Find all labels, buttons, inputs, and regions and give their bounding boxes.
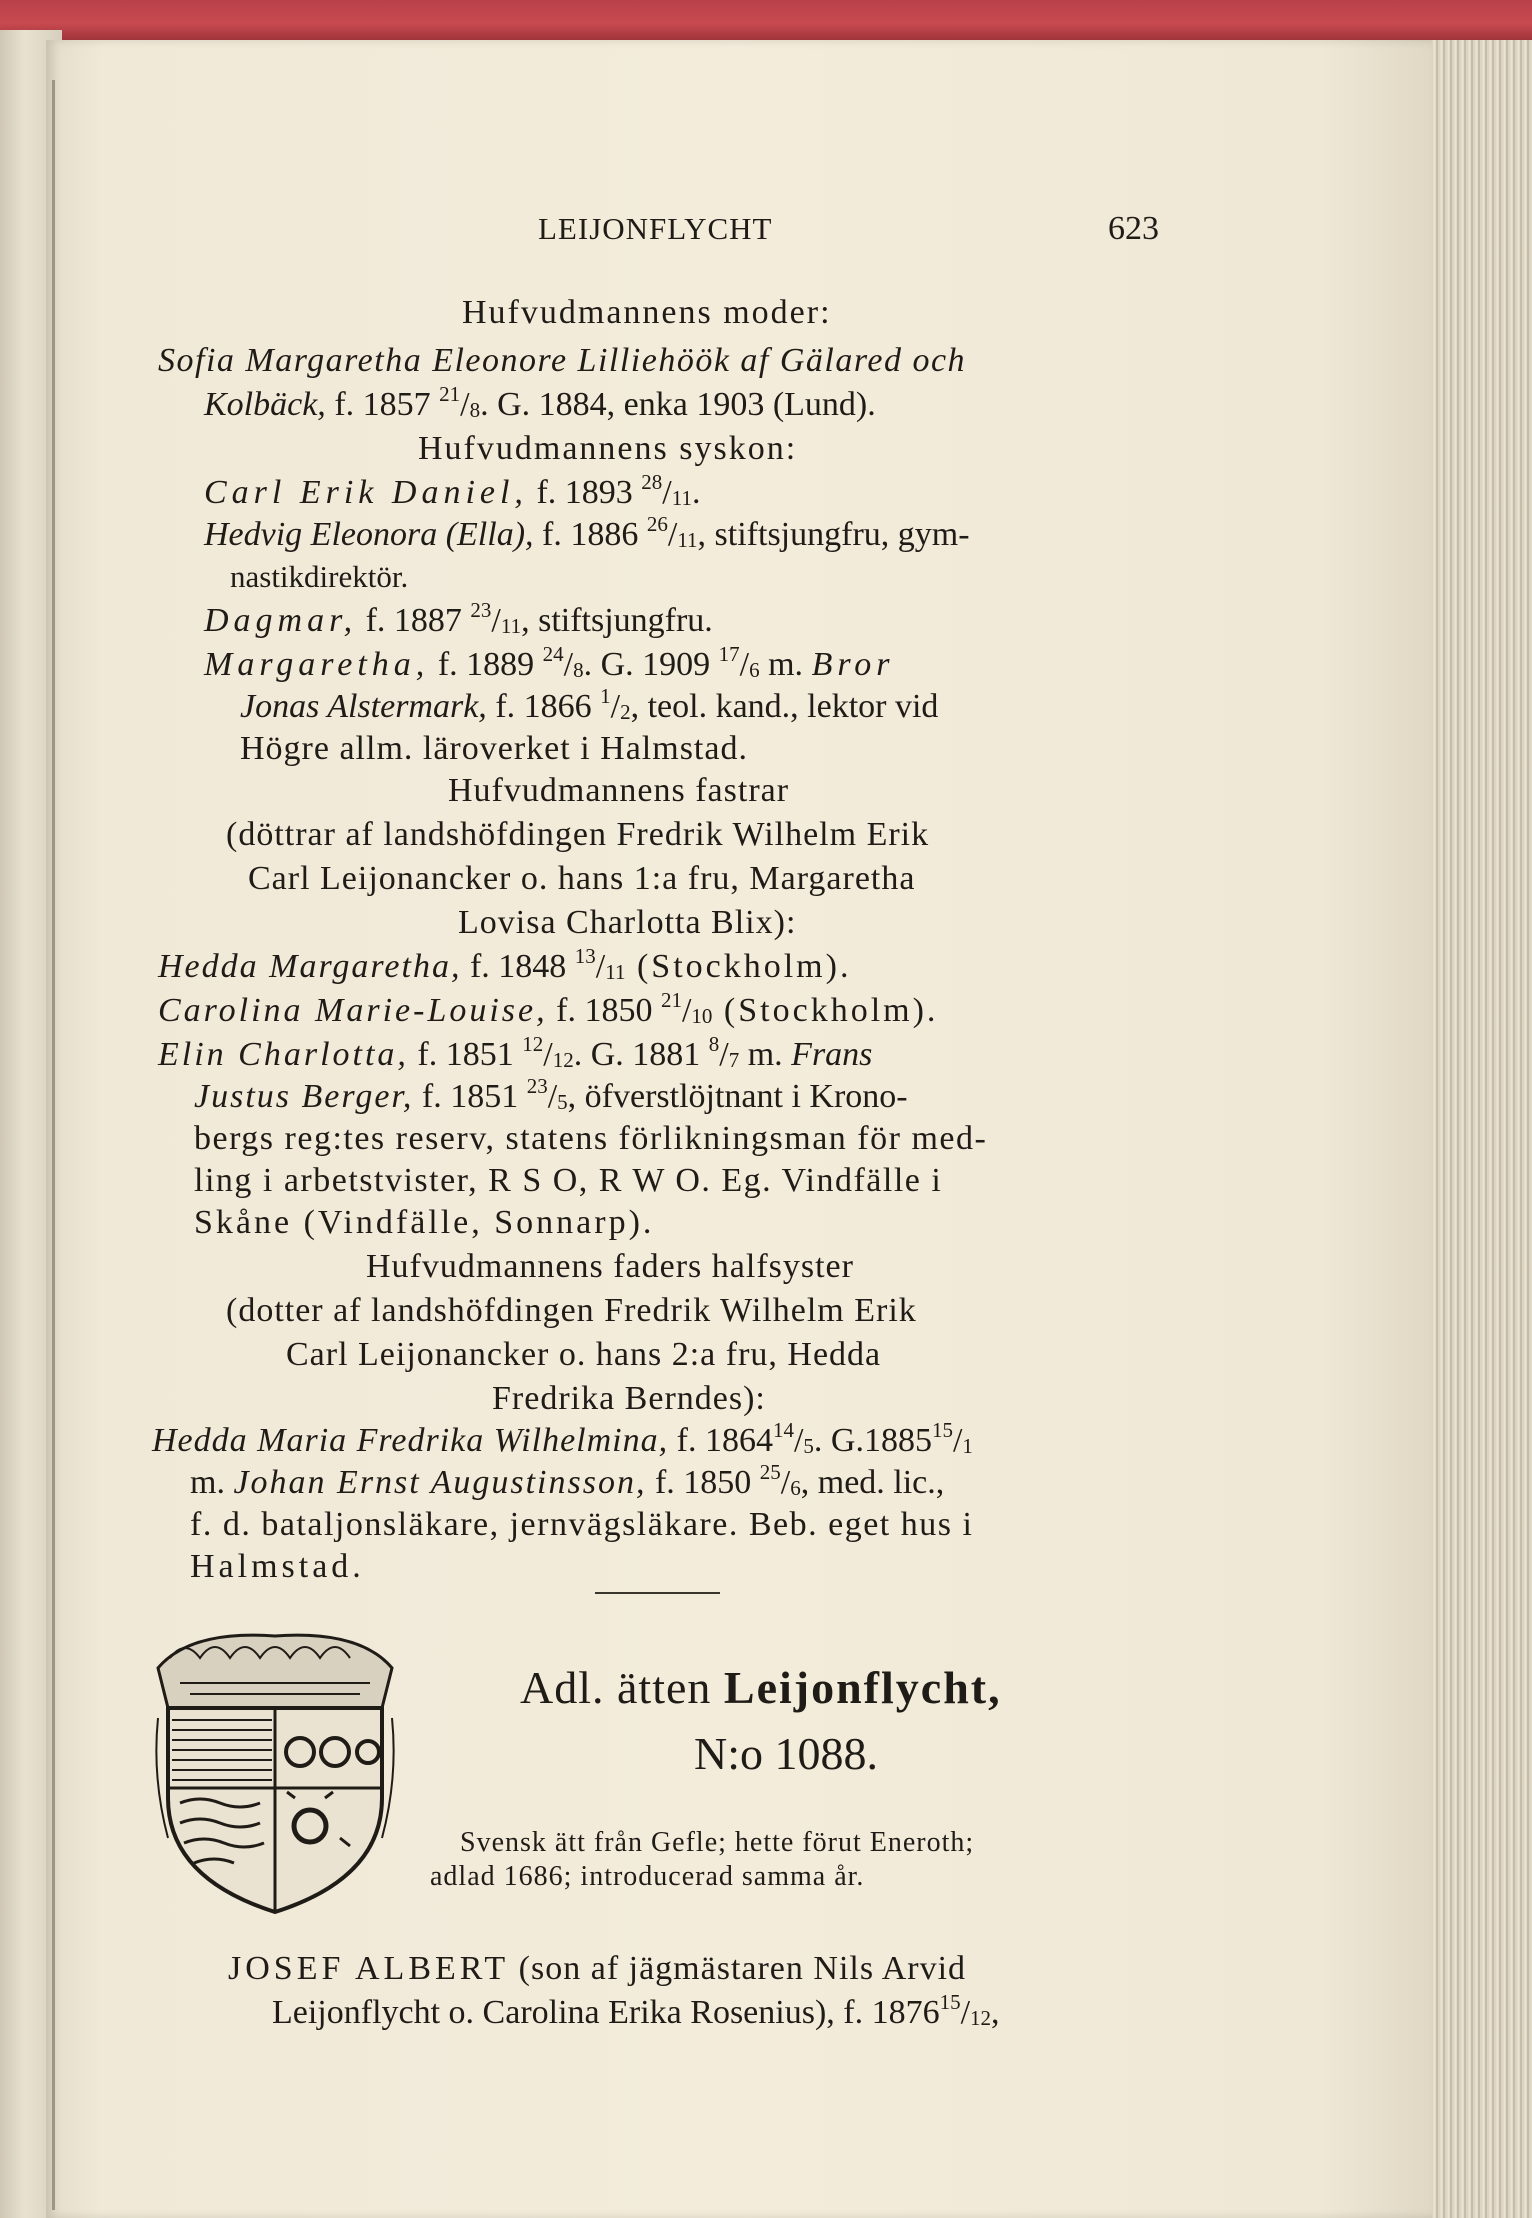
tail: , öfverstlöjtnant i Krono- <box>567 1078 908 1115</box>
date-month: 5 <box>557 1090 568 1114</box>
spouse-name: Bror <box>811 646 895 683</box>
date-month: 2 <box>620 700 631 724</box>
date-month: 6 <box>790 1476 801 1500</box>
mother-born: f. 1857 <box>325 386 440 423</box>
aunt-elin: Elin Charlotta, f. 1851 $^{12}$/12. G. 1881 $^8$/7 m. Frans <box>158 1032 873 1073</box>
born: f. 1866 <box>486 688 601 725</box>
born: f. 1886 <box>533 516 647 553</box>
aunts-heading: Hufvudmannens fastrar <box>448 772 790 809</box>
mother-name-line: Sofia Margaretha Eleonore Lilliehöök af Gälared och <box>158 342 967 379</box>
with: m. <box>739 1036 792 1073</box>
born: f. 1851 <box>408 1036 523 1073</box>
sibling-carl: Carl Erik Daniel, f. 1893 $^{28}$/11. <box>204 470 701 511</box>
sibling-name: Carl Erik Daniel, <box>204 474 528 511</box>
born: f. 1848 <box>461 948 575 985</box>
date-month: 12 <box>970 2006 992 2030</box>
born: f. 1893 <box>527 474 642 511</box>
spouse-name: Frans <box>791 1036 873 1073</box>
born: f. 1864 <box>668 1422 773 1459</box>
halfsister-hedda: Hedda Maria Fredrika Wilhelmina, f. 1864$^{14}$/5. G.1885$^{15}$/1 <box>152 1418 973 1459</box>
date-month: 10 <box>691 1004 713 1028</box>
tail: , med. lic., <box>800 1464 945 1501</box>
mother-tail: . G. 1884, enka 1903 (Lund). <box>480 386 876 423</box>
page-stack-edges <box>1432 40 1532 2218</box>
date-day: 21 <box>660 988 682 1012</box>
spouse-name: Justus Berger, <box>194 1078 414 1115</box>
born: f. 1887 <box>357 602 471 639</box>
sibling-margaretha: Margaretha, f. 1889 $^{24}$/8. G. 1909 $^{17}$/6 m. Bror <box>204 642 895 683</box>
aunt-name: Hedda Margaretha, <box>158 948 462 985</box>
spouse-name: Jonas Alstermark, <box>240 688 487 725</box>
parentage: (son af jägmästaren Nils Arvid <box>509 1950 967 1987</box>
halfsister-line1: (dotter af landshöfdingen Fredrik Wilhelm Erik <box>226 1292 917 1329</box>
tail: (Stockholm). <box>712 992 939 1029</box>
aunt-elin-line4: ling i arbetstvister, R S O, R W O. Eg. Vindfälle i <box>194 1162 943 1199</box>
halfsister-line3: Fredrika Berndes): <box>492 1380 766 1417</box>
family-number: N:o 1088. <box>694 1728 878 1779</box>
tail: , <box>991 1994 1000 2031</box>
date-month: 12 <box>552 1048 574 1072</box>
page-number: 623 <box>1108 210 1159 247</box>
date-day: 23 <box>526 1074 548 1098</box>
halfsister-hedda-line4: Halmstad. <box>190 1548 365 1585</box>
section-divider <box>595 1592 720 1594</box>
date-month: 11 <box>677 528 698 552</box>
person-name: JOSEF ALBERT <box>228 1950 510 1987</box>
date-day: 8 <box>708 1032 720 1056</box>
family-title-name: Leijonflycht, <box>723 1662 1002 1713</box>
tail: . <box>691 474 701 511</box>
gutter-line <box>52 80 55 2210</box>
family-description-line1: Svensk ätt från Gefle; hette förut Eneroth; <box>460 1827 975 1858</box>
family-description-line2: adlad 1686; introducerad samma år. <box>430 1861 865 1892</box>
date-month: 5 <box>803 1434 814 1458</box>
date-month: 8 <box>469 398 481 422</box>
spouse-name: Johan Ernst Augustinsson, <box>233 1464 647 1501</box>
date-day: 15 <box>939 1990 961 2014</box>
born: f. 1850 <box>646 1464 760 1501</box>
date-day: 1 <box>600 684 611 708</box>
sibling-hedvig: Hedvig Eleonora (Ella), f. 1886 $^{26}$/11, stiftsjungfru, gym- <box>204 512 970 553</box>
date-month: 7 <box>728 1048 740 1072</box>
aunt-hedda: Hedda Margaretha, f. 1848 $^{13}$/11 (Stockholm). <box>158 944 852 985</box>
aunts-line3: Lovisa Charlotta Blix): <box>458 904 797 941</box>
married: . G. 1881 <box>573 1036 709 1073</box>
date-day: 15 <box>931 1418 953 1442</box>
married: . G.1885 <box>813 1422 932 1459</box>
family-title-prefix: Adl. ätten <box>520 1662 724 1713</box>
date-day: 12 <box>522 1032 544 1056</box>
tail: , teol. kand., lektor vid <box>630 688 939 725</box>
aunt-name: Elin Charlotta, <box>158 1036 409 1073</box>
aunt-carolina: Carolina Marie-Louise, f. 1850 $^{21}$/10 (Stockholm). <box>158 988 939 1029</box>
aunt-elin-line5: Skåne (Vindfälle, Sonnarp). <box>194 1204 655 1241</box>
halfsister-hedda-line2: m. Johan Ernst Augustinsson, f. 1850 $^{25}$/6, med. lic., <box>190 1460 945 1501</box>
born: f. 1850 <box>547 992 661 1029</box>
halfsister-name: Hedda Maria Fredrika Wilhelmina, <box>152 1422 669 1459</box>
tail: , stiftsjungfru. <box>521 602 713 639</box>
date-day: 13 <box>574 944 596 968</box>
halfsister-heading: Hufvudmannens faders halfsyster <box>366 1248 854 1285</box>
sibling-name: Margaretha, <box>204 646 430 683</box>
parentage-cont: Leijonflycht o. Carolina Erika Rosenius), f. 1876 <box>272 1994 940 2031</box>
family-title <box>520 1660 1002 1716</box>
running-title: LEIJONFLYCHT <box>538 211 773 246</box>
josef-albert-line1 <box>228 1948 966 1990</box>
mother-details-line: Kolbäck, f. 1857 $^{21}$/8. G. 1884, enka 1903 (Lund). <box>204 382 876 423</box>
date-day: 14 <box>772 1418 794 1442</box>
date-day: 17 <box>718 642 740 666</box>
sibling-margaretha-line2: Jonas Alstermark, f. 1866 $^1$/2, teol. kand., lektor vid <box>240 684 939 725</box>
with: m. <box>190 1464 234 1501</box>
date-day: 23 <box>470 598 492 622</box>
with: m. <box>759 646 812 683</box>
date-day: 21 <box>439 382 461 406</box>
aunts-line1: (döttrar af landshöfdingen Fredrik Wilhelm Erik <box>226 816 930 853</box>
aunts-line2: Carl Leijonancker o. hans 1:a fru, Margaretha <box>248 860 916 897</box>
aunt-elin-line2: Justus Berger, f. 1851 $^{23}$/5, öfverstlöjtnant i Krono- <box>194 1074 908 1115</box>
date-day: 25 <box>759 1460 781 1484</box>
josef-albert-line2: Leijonflycht o. Carolina Erika Rosenius), f. 1876$^{15}$/12, <box>272 1990 1000 2031</box>
date-month: 11 <box>671 486 692 510</box>
aunt-elin-line3: bergs reg:tes reserv, statens förlikningsman för med- <box>194 1120 988 1157</box>
sibling-dagmar: Dagmar, f. 1887 $^{23}$/11, stiftsjungfru. <box>204 598 713 639</box>
tail: , stiftsjungfru, gym- <box>697 516 970 553</box>
date-month: 11 <box>605 960 626 984</box>
date-day: 24 <box>542 642 564 666</box>
date-month: 11 <box>500 614 522 638</box>
date-month: 6 <box>749 658 760 682</box>
coat-of-arms-icon <box>150 1628 400 1918</box>
born: f. 1889 <box>429 646 543 683</box>
mother-name-end: Kolbäck, <box>204 386 326 423</box>
halfsister-line2: Carl Leijonancker o. hans 2:a fru, Hedda <box>286 1336 882 1373</box>
date-day: 28 <box>641 470 663 494</box>
sibling-name: Hedvig Eleonora (Ella), <box>204 516 534 553</box>
tail: (Stockholm). <box>625 948 852 985</box>
sibling-hedvig-line2: nastikdirektör. <box>230 559 409 594</box>
sibling-margaretha-line3: Högre allm. läroverket i Halmstad. <box>240 730 748 767</box>
married: . G. 1909 <box>583 646 719 683</box>
sibling-name: Dagmar, <box>204 602 358 639</box>
date-month: 8 <box>573 658 584 682</box>
born: f. 1851 <box>413 1078 527 1115</box>
date-month: 1 <box>962 1434 973 1458</box>
book-cover-edge <box>0 0 1532 42</box>
aunt-name: Carolina Marie-Louise, <box>158 992 548 1029</box>
date-day: 26 <box>646 512 668 536</box>
halfsister-hedda-line3: f. d. bataljonsläkare, jernvägsläkare. Beb. eget hus i <box>190 1506 974 1543</box>
mother-heading: Hufvudmannens moder: <box>462 294 832 331</box>
siblings-heading: Hufvudmannens syskon: <box>418 430 798 467</box>
